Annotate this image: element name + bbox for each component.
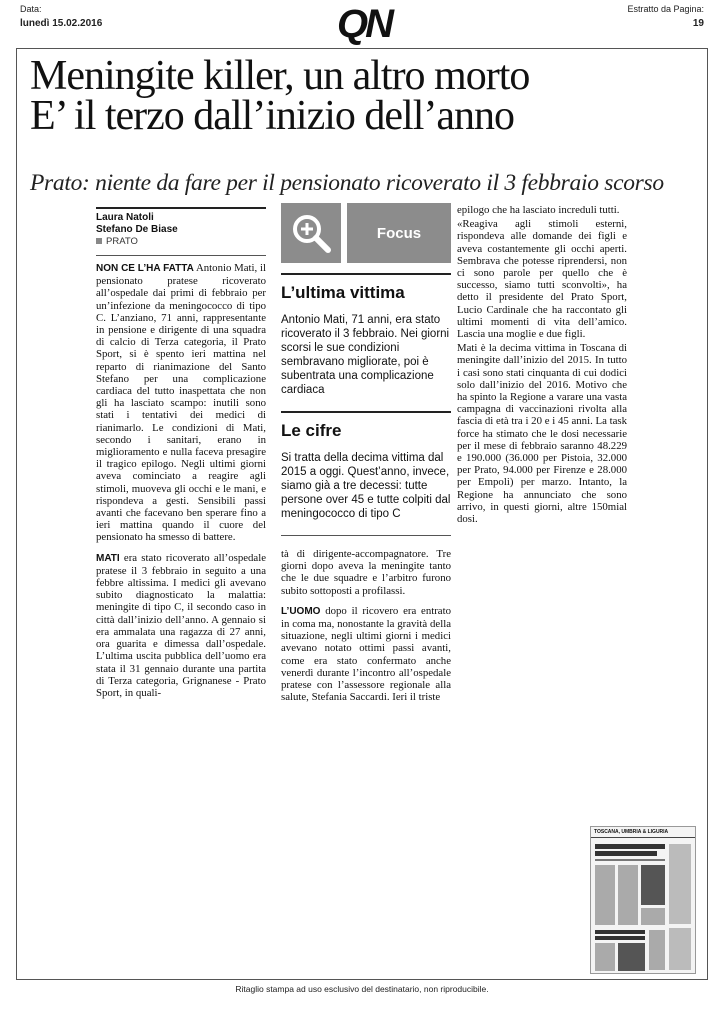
thumbnail-section-header: TOSCANA, UMBRIA & LIGURIA: [591, 827, 695, 838]
headline: Meningite killer, un altro morto E’ il terzo dall’inizio dell’anno: [30, 53, 530, 139]
paragraph: L’UOMO dopo il ricovero era entrato in coma ma, nonostante la gravità della situazione, negli ultimi giorni i medici avevano notato ottimi passi avanti, come era stato confermato anche venerdì durante l’incontro all’ospedale pratese con l’assessore regionale alla salute, Stefania Saccardi. Ieri il triste: [281, 604, 451, 704]
paragraph: NON CE L’HA FATTA Antonio Mati, il pensionato pratese ricoverato all’ospedale dai primi di febbraio per un’infezione da meningococco di tipo C. L’anziano, 71 anni, rappresentante in pensione e dirigente di una squadra di calcio di Terza categoria, il Prato Sport, si è spento ieri mattina nel reparto di rianimazione del Santo Stefano per una complicazione cardiaca del tutto inaspettata che non gli ha lasciato scampo: inutili sono stati i tentativi dei medici di rianimarlo. Le condizioni di Mati, secondo i sanitari, erano in miglioramento e nulla faceva presagire il tragico epilogo. Negli ultimi giorni aveva cominciato a reagire agli stimoli, muoveva gli occhi e le mani, e rispondeva a gesti. Sensibili passi avanti che facevano ben sperare fino a ieri mattina quando il cuore del pensionato ha smesso di battere.: [96, 262, 267, 544]
focus-section-2-title: Le cifre: [281, 421, 342, 440]
dateline-location: PRATO: [96, 236, 266, 247]
date-label: Data:: [20, 4, 42, 14]
subheadline: Prato: niente da fare per il pensionato ricoverato il 3 febbraio scorso: [30, 170, 664, 196]
zoom-in-icon: [281, 203, 341, 263]
paragraph: tà di dirigente-accompagnatore. Tre giorni dopo aveva la meningite tanto che le due squadre e l’arbitro furono subito sottoposti a profilassi.: [281, 548, 451, 597]
byline: [96, 207, 266, 247]
paragraph: «Reagiva agli stimoli esterni, rispondeva alle domande dei figli e aveva costantemente gli occhi aperti. Sembrava che potesse riprendersi, non ci sono parole per quello che è successo, siamo tutti sconvolti», ha detto il presidente del Prato Sport, Lucio Cardinale che ha raccontato gli ultimi momenti di vita dell’amico. Lascia una moglie e due figli.: [457, 218, 627, 341]
footer-notice: Ritaglio stampa ad uso esclusivo del destinatario, non riproducibile.: [235, 984, 489, 994]
logo-text: QN: [337, 3, 391, 45]
focus-section-1-title: L’ultima vittima: [281, 283, 405, 302]
focus-header: [281, 203, 451, 263]
article-column-2: [281, 548, 451, 703]
author-2: Stefano De Biase: [96, 224, 178, 235]
focus-section-2-text: Si tratta della decima vittima dal 2015 a oggi. Quest’anno, invece, siamo già a tre decessi: tutte persone over 45 e tutte colpiti dal meningococco di tipo C: [281, 452, 451, 520]
paragraph: Mati è la decima vittima in Toscana di meningite dall’inizio del 2015. In tutto i casi sono stati cinquanta di cui dodici solo dall’inizio del 2016. Motivo che ha spinto la Regione a varare una vasta campagna di vaccinazioni rivolta alla fascia di età tra i 20 e i 45 anni. La task force ha stimato che le dosi necessarie per il mese di febbraio saranno 48.229 e 190.000 (36.000 per Pistoia, 32.000 per Prato, 94.000 per Firenze e 28.000 per Empoli) per marzo. Intanto, la Regione ha annunciato che sono arrivo, in questi giorni, altre 150mial dosi.: [457, 342, 627, 526]
page-thumbnail: [590, 826, 696, 974]
author-1: Laura Natoli: [96, 212, 154, 223]
focus-box: [281, 203, 451, 536]
article-column-3: [457, 204, 627, 525]
page-number: 19: [692, 18, 704, 29]
article-column-1: [96, 262, 266, 699]
date-value: lunedì 15.02.2016: [20, 18, 103, 29]
thumbnail-page-preview: [591, 838, 695, 974]
extract-label: Estratto da Pagina:: [627, 4, 704, 14]
paragraph: MATI era stato ricoverato all’ospedale pratese il 3 febbraio in seguito a una febbre altissima. I medici gli avevano subito diagnosticato la malattia: meningite di tipo C, il secondo caso in città dall’inizio dell’anno. A gennaio si era ammalata una ragazza di 27 anni, ora guarita e dimessa dall’ospedale. L’ultima uscita pubblica dell’uomo era stata il 31 gennaio durante una partita di Terza categoria, Grignanese - Prato Sport, in quali-: [96, 551, 266, 699]
newspaper-logo: [318, 3, 410, 45]
focus-section-1-text: Antonio Mati, 71 anni, era stato ricoverato il 3 febbraio. Nei giorni scorsi le sue condizioni sembravano migliorate, poi è subentrata una complicazione cardiaca: [281, 314, 450, 396]
focus-label: Focus: [376, 224, 422, 242]
paragraph: epilogo che ha lasciato increduli tutti.: [457, 204, 620, 216]
